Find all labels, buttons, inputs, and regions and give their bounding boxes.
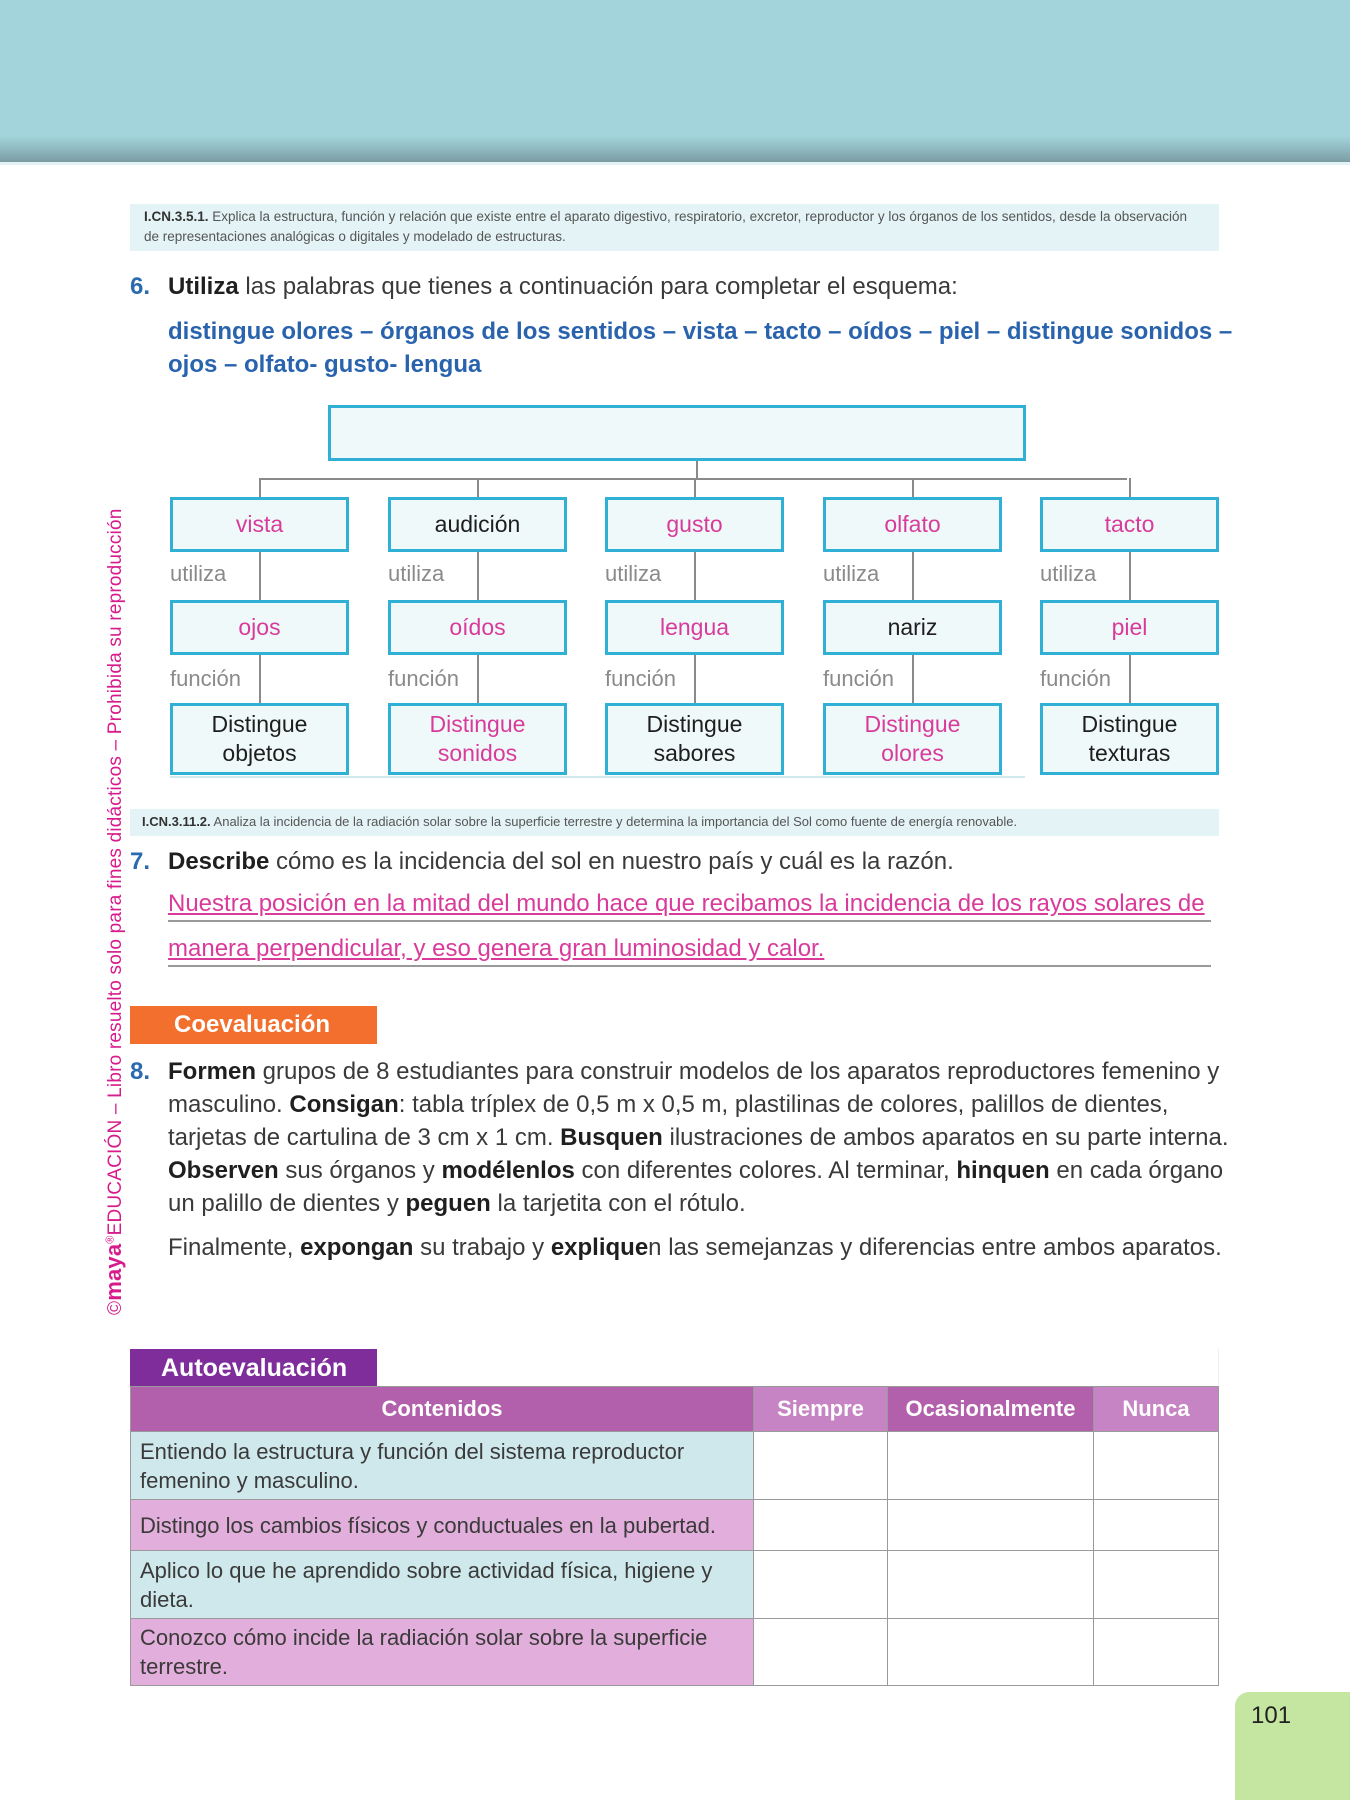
function-box-2[interactable]: Distingue sabores [605, 703, 784, 775]
instruction-verb: Consigan [289, 1091, 399, 1118]
instruction-text: ilustraciones de ambos aparatos en su parte interna. [662, 1124, 1229, 1151]
autoevaluacion-tag: Autoevaluación [130, 1349, 377, 1387]
instruction-text: Finalmente, [168, 1234, 301, 1261]
cell-nunca[interactable] [1094, 1500, 1219, 1551]
skill-code: I.CN.3.5.1. [144, 209, 209, 224]
row-content: Conozco cómo incide la radiación solar sobre la superficie terrestre. [131, 1619, 754, 1686]
connector-line [259, 655, 261, 703]
table-row [131, 1432, 1219, 1500]
cell-siempre[interactable] [754, 1551, 888, 1619]
organ-box-3[interactable]: nariz [823, 600, 1002, 655]
brand-logo-text: maya [101, 1243, 126, 1301]
table-row [131, 1551, 1219, 1619]
word-bank: distingue olores – órganos de los sentidos – vista – tacto – oídos – piel – distingue sonidos – ojos – olfato- gusto- lengua [168, 318, 1233, 378]
instruction-verb: Formen [168, 1058, 257, 1085]
table-row [131, 1619, 1219, 1686]
row-content: Entiendo la estructura y función del sistema reproductor femenino y masculino. [131, 1432, 754, 1500]
connector-line [694, 552, 696, 600]
question-number: 7. [130, 848, 151, 875]
cell-nunca[interactable] [1094, 1619, 1219, 1686]
cell-ocasionalmente[interactable] [888, 1432, 1094, 1500]
instruction-verb: Busquen [560, 1124, 663, 1151]
organ-box-1[interactable]: oídos [388, 600, 567, 655]
organ-box-4[interactable]: piel [1040, 600, 1219, 655]
function-label: función [388, 666, 459, 691]
skill-code: I.CN.3.11.2. [142, 814, 211, 829]
question-text: cómo es la incidencia del sol en nuestro país y cuál es la razón. [269, 848, 954, 875]
connector-line [259, 552, 261, 600]
instruction-verb: peguen [405, 1190, 491, 1217]
page-number: 101 [1235, 1692, 1350, 1800]
connector-line [1129, 478, 1131, 498]
organ-box-2[interactable]: lengua [605, 600, 784, 655]
row-content: Distingo los cambios físicos y conductuales en la pubertad. [131, 1500, 754, 1551]
question-7 [130, 845, 1230, 878]
registered-mark: ® [104, 1235, 117, 1244]
uses-label: utiliza [823, 561, 880, 586]
instruction-text: la tarjetita con el rótulo. [490, 1190, 746, 1217]
question-verb: Utiliza [168, 273, 239, 300]
instruction-verb: hinquen [956, 1157, 1050, 1184]
instruction-text: su trabajo y [413, 1234, 551, 1261]
connector-line [259, 478, 261, 498]
function-box-0[interactable]: Distingue objetos [170, 703, 349, 775]
header-nunca: Nunca [1094, 1387, 1219, 1432]
page-header-band [0, 0, 1350, 162]
instruction-verb: modélenlos [441, 1157, 575, 1184]
connector-line [696, 461, 698, 479]
header-contenidos: Contenidos [131, 1387, 754, 1432]
function-label: función [823, 666, 894, 691]
scheme-baseline [170, 776, 1025, 778]
cell-ocasionalmente[interactable] [888, 1551, 1094, 1619]
function-box-3[interactable]: Distingue olores [823, 703, 1002, 775]
instruction-verb: Observen [168, 1157, 279, 1184]
instruction-text: n las semejanzas y diferencias entre ambos aparatos. [648, 1234, 1222, 1261]
question-verb: Describe [168, 848, 270, 875]
instruction-text: con diferentes colores. Al terminar, [574, 1157, 957, 1184]
connector-line [1129, 655, 1131, 703]
cell-siempre[interactable] [754, 1619, 888, 1686]
table-row [131, 1500, 1219, 1551]
coevaluacion-tag: Coevaluación [130, 1006, 377, 1044]
answer-line-2[interactable]: manera perpendicular, y eso genera gran luminosidad y calor. [168, 933, 1211, 967]
cell-nunca[interactable] [1094, 1551, 1219, 1619]
table-header-row [131, 1387, 1219, 1432]
connector-line [477, 655, 479, 703]
question-number: 8. [130, 1058, 151, 1085]
answer-line-1[interactable]: Nuestra posición en la mitad del mundo hace que recibamos la incidencia de los rayos solares de [168, 888, 1211, 922]
credit-text: EDUCACIÓN – Libro resuelto solo para fines didácticos – Prohibida su reproducción [105, 508, 126, 1236]
header-siempre: Siempre [754, 1387, 888, 1432]
instruction-text: sus órganos y [278, 1157, 442, 1184]
function-label: función [605, 666, 676, 691]
skill-text: Analiza la incidencia de la radiación solar sobre la superficie terrestre y determina la importancia del Sol como fuente de energía renovable. [210, 814, 1018, 829]
uses-label: utiliza [1040, 561, 1097, 586]
uses-label: utiliza [170, 561, 227, 586]
connector-line [1129, 552, 1131, 600]
copyright-symbol: © [105, 1300, 126, 1315]
skill-indicator-1 [130, 204, 1219, 251]
cell-siempre[interactable] [754, 1500, 888, 1551]
cell-siempre[interactable] [754, 1432, 888, 1500]
organ-box-0[interactable]: ojos [170, 600, 349, 655]
function-label: función [1040, 666, 1111, 691]
side-copyright-credit [101, 508, 127, 1315]
cell-ocasionalmente[interactable] [888, 1619, 1094, 1686]
connector-line [477, 478, 479, 498]
question-text: las palabras que tienes a continuación para completar el esquema: [238, 273, 958, 300]
sense-box-2[interactable]: gusto [605, 497, 784, 552]
function-box-4[interactable]: Distingue texturas [1040, 703, 1219, 775]
question-8-final [168, 1231, 1230, 1264]
uses-label: utiliza [388, 561, 445, 586]
connector-line [477, 552, 479, 600]
self-evaluation-table [130, 1386, 1219, 1686]
instruction-text: grupos de 8 estudiantes para construir modelos de los aparatos reproductores femenino y masculino. [168, 1058, 1220, 1118]
instruction-verb: explique [550, 1234, 649, 1261]
instruction-verb: expongan [300, 1234, 414, 1261]
connector-line [694, 655, 696, 703]
question-8 [130, 1055, 1230, 1264]
scheme-root-box[interactable] [328, 405, 1026, 461]
connector-line [912, 655, 914, 703]
connector-line [912, 552, 914, 600]
question-6 [130, 270, 1230, 303]
question-number: 6. [130, 273, 151, 300]
uses-label: utiliza [605, 561, 662, 586]
header-ocasionalmente: Ocasionalmente [888, 1387, 1094, 1432]
cell-ocasionalmente[interactable] [888, 1500, 1094, 1551]
skill-text: Explica la estructura, función y relación que existe entre el aparato digestivo, respiratorio, excretor, reproductor y los órganos de los sentidos, desde la observación de representaciones analógicas o digitales y modelado de estructuras. [144, 209, 1188, 244]
function-box-1[interactable]: Distingue sonidos [388, 703, 567, 775]
row-content: Aplico lo que he aprendido sobre actividad física, higiene y dieta. [131, 1551, 754, 1619]
instruction-text: : tabla tríplex de 0,5 m x 0,5 m, plastilinas de colores, palillos de dientes, tarjetas de cartulina de 3 cm x 1 cm. [168, 1091, 1169, 1151]
instruction-text: en cada órgano un palillo de dientes y [168, 1157, 1224, 1217]
cell-nunca[interactable] [1094, 1432, 1219, 1500]
function-label: función [170, 666, 241, 691]
autoevaluacion-bar [377, 1349, 1219, 1387]
question-8-body [168, 1055, 1230, 1220]
skill-indicator-2 [130, 809, 1219, 836]
sense-box-4[interactable]: tacto [1040, 497, 1219, 552]
connector-line [912, 478, 914, 498]
sense-box-3[interactable]: olfato [823, 497, 1002, 552]
sense-box-1[interactable]: audición [388, 497, 567, 552]
connector-line [694, 478, 696, 498]
sense-box-0[interactable]: vista [170, 497, 349, 552]
